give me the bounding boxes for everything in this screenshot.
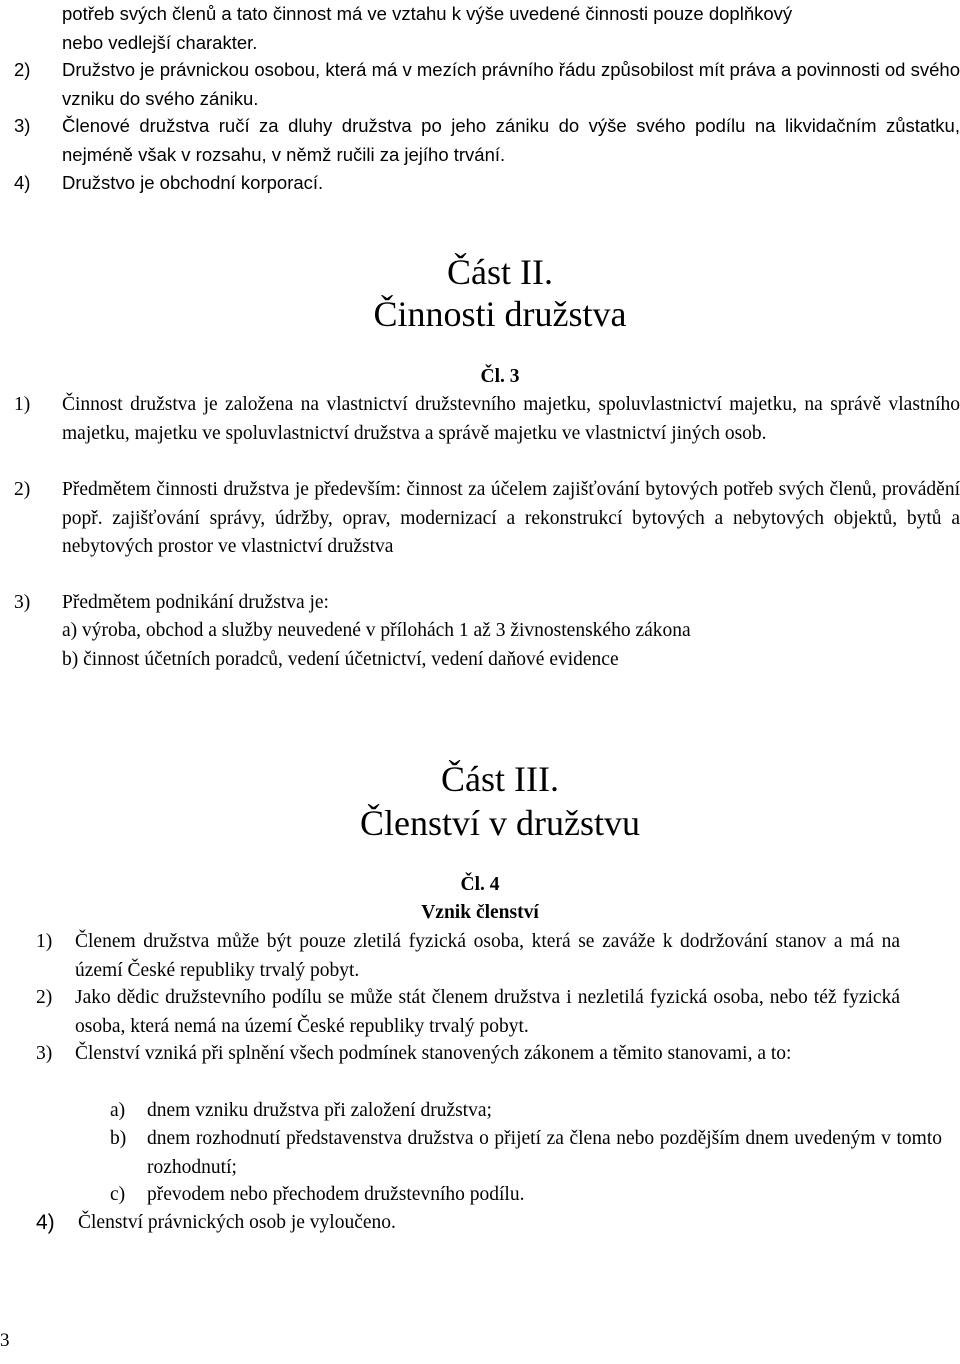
paragraph-text: Činnost družstva je založena na vlastnictví družstevního majetku, spoluvlastnictví majetku, na správě vlastního majetku, majetku ve spoluvlastnictví družstva a správě majetku ve vlastnictví jiných osob. [62, 394, 960, 444]
paragraph-3-3-item-a: a) výroba, obchod a služby neuvedené v přílohách 1 až 3 živnostenského zákona [62, 620, 691, 641]
part-3-title: Členství v družstvu [360, 803, 640, 843]
part-2-heading [0, 251, 960, 335]
paragraph-2-top [14, 56, 960, 114]
article-4-label: Čl. 4 [460, 874, 500, 895]
paragraph-number: 2) [36, 987, 53, 1008]
paragraph-number: 3) [14, 592, 31, 613]
list-item-a [110, 1097, 940, 1127]
paragraph-4-1 [36, 928, 900, 986]
paragraph-number: 4) [14, 172, 31, 193]
paragraph-number: 2) [14, 479, 31, 500]
paragraph-3-3-item-b: b) činnost účetních poradců, vedení účetnictví, vedení daňové evidence [62, 648, 619, 670]
paragraph-number: 2) [14, 59, 31, 80]
paragraph-3-top [14, 112, 960, 170]
list-item-c [110, 1181, 940, 1211]
paragraph-text: Členství vzniká při splnění všech podmínek stanovených zákonem a těmito stanovami, a to: [75, 1043, 792, 1064]
list-item-b [110, 1125, 942, 1183]
paragraph-text: Jako dědic družstevního podílu se může stát členem družstva i nezletilá fyzická osoba, nebo též fyzická osoba, která nemá na území České republiky trvalý pobyt. [75, 987, 900, 1037]
list-item-text: dnem vzniku družstva při založení družstva; [147, 1100, 492, 1121]
list-item-marker: c) [110, 1184, 126, 1205]
paragraph-text: Družstvo je právnickou osobou, která má v mezích právního řádu způsobilost mít práva a povinnosti od svého vzniku do svého zániku. [62, 59, 960, 109]
paragraph-4-4 [36, 1209, 900, 1239]
paragraph-number: 1) [36, 931, 53, 952]
part-2-title: Činnosti družstva [373, 294, 627, 334]
list-item-text: převodem nebo přechodem družstevního podílu. [147, 1184, 525, 1205]
paragraph-number: 3) [14, 115, 31, 136]
list-item-marker: b) [110, 1128, 127, 1149]
paragraph-3-1 [14, 391, 960, 477]
paragraph-number: 1) [14, 394, 31, 415]
paragraph-number: 4) [36, 1211, 55, 1234]
continuation-line-1: potřeb svých členů a tato činnost má ve vztahu k výše uvedené činnosti pouze doplňkový [62, 3, 793, 24]
paragraph-4-2 [36, 984, 900, 1042]
paragraph-3-2 [14, 476, 960, 590]
paragraph-text: Předmětem činnosti družstva je především: činnost za účelem zajišťování bytových potřeb svých členů, provádění popř. zajišťování správy, údržby, oprav, modernizací a rekonstrukcí bytových a nebytových objektů, bytů a nebytových prostor ve vlastnictví družstva [62, 479, 960, 557]
part-3-number: Část III. [441, 759, 559, 799]
paragraph-3-3 [14, 589, 960, 679]
paragraph-text: Předmětem podnikání družstva je: [62, 592, 329, 613]
paragraph-text: Členem družstva může být pouze zletilá fyzická osoba, která se zaváže k dodržování stanov a má na území České republiky trvalý pobyt. [75, 931, 900, 981]
paragraph-number: 3) [36, 1043, 53, 1064]
list-item-marker: a) [110, 1100, 126, 1121]
continuation-paragraph [62, 0, 960, 57]
continuation-line-2: nebo vedlejší charakter. [62, 31, 258, 53]
page-number: 3 [0, 1330, 10, 1351]
article-3-label: Čl. 3 [480, 366, 520, 387]
paragraph-4-3 [36, 1040, 930, 1098]
part-2-number: Část II. [447, 252, 553, 292]
list-item-text: dnem rozhodnutí představenstva družstva o přijetí za člena nebo pozdějším dnem uvedeným v tomto rozhodnutí; [147, 1128, 942, 1178]
paragraph-text: Členové družstva ručí za dluhy družstva po jeho zániku do výše svého podílu na likvidačním zůstatku, nejméně však v rozsahu, v němž ručili za jejího trvání. [62, 115, 960, 165]
paragraph-text: Členství právnických osob je vyloučeno. [78, 1212, 396, 1233]
paragraph-4-top [14, 169, 960, 199]
article-4-subtitle: Vznik členství [421, 902, 539, 923]
paragraph-text: Družstvo je obchodní korporací. [62, 172, 324, 193]
part-3-heading [0, 757, 960, 845]
